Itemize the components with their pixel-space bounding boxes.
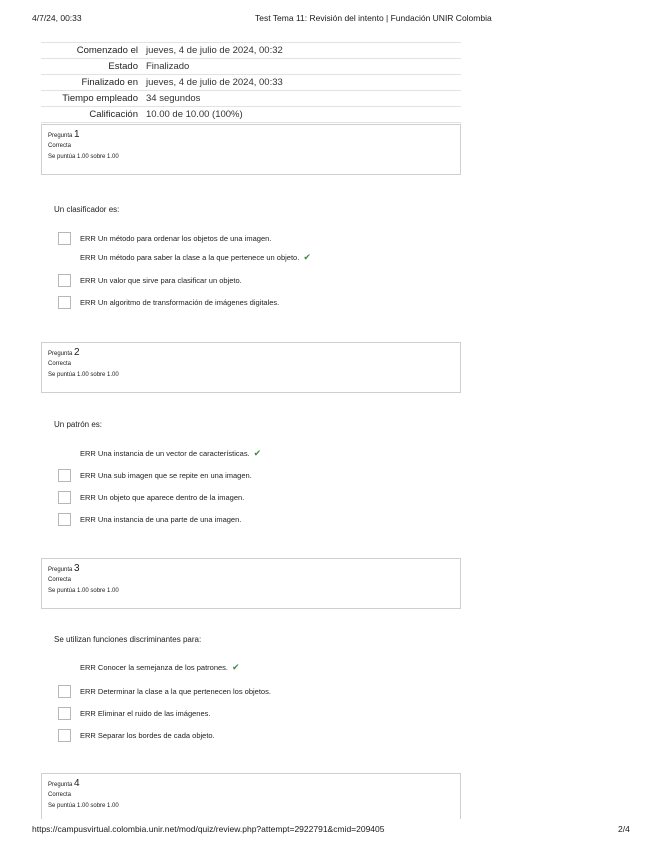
answer-checkbox[interactable] [58, 707, 71, 720]
answer-option[interactable] [58, 490, 244, 504]
answer-label: ERR Separar los bordes de cada objeto. [80, 730, 215, 740]
attempt-summary-table [41, 42, 461, 123]
question-grade: Se puntúa 1.00 sobre 1.00 [48, 372, 119, 378]
check-icon: ✔ [303, 251, 311, 262]
question-grade: Se puntúa 1.00 sobre 1.00 [48, 803, 119, 809]
answer-checkbox[interactable] [58, 491, 71, 504]
print-date: 4/7/24, 00:33 [32, 13, 82, 23]
page-number: 2/4 [618, 824, 630, 834]
answer-label: ERR Eliminar el ruido de las imágenes. [80, 708, 211, 718]
question-text: Un clasificador es: [54, 205, 120, 214]
summary-label: Tiempo empleado [41, 91, 146, 107]
answer-checkbox[interactable] [58, 685, 71, 698]
check-icon: ✔ [253, 447, 262, 458]
answer-label: ERR Un valor que sirve para clasificar un objeto. [80, 275, 242, 285]
answer-option[interactable] [58, 728, 215, 742]
answer-option[interactable] [58, 684, 271, 698]
answer-label: ERR Una instancia de un vector de características. [80, 448, 250, 458]
answer-checkbox[interactable] [58, 469, 71, 482]
question-state: Correcta [48, 577, 72, 583]
summary-row [41, 43, 461, 59]
answer-option-correct[interactable] [58, 446, 261, 460]
answer-checkbox[interactable] [58, 513, 71, 526]
answer-label: ERR Conocer la semejanza de los patrones. [80, 662, 228, 672]
answer-checkbox[interactable] [58, 729, 71, 742]
answer-checkbox[interactable] [58, 296, 71, 309]
answer-option-correct[interactable] [58, 250, 311, 264]
answer-label: ERR Una instancia de una parte de una imagen. [80, 514, 242, 524]
summary-row [41, 75, 461, 91]
question-text: Un patrón es: [54, 420, 103, 429]
question-number: Pregunta 2 [48, 347, 80, 358]
summary-label: Finalizado en [41, 75, 146, 91]
summary-value: 10.00 de 10.00 (100%) [146, 107, 461, 123]
question-grade: Se puntúa 1.00 sobre 1.00 [48, 154, 119, 160]
check-icon: ✔ [232, 661, 240, 672]
question-number: Pregunta 3 [48, 563, 80, 574]
summary-value: jueves, 4 de julio de 2024, 00:33 [146, 75, 461, 91]
answer-option[interactable] [58, 706, 210, 720]
answer-option-correct[interactable] [58, 660, 240, 674]
summary-label: Estado [41, 59, 146, 75]
summary-label: Calificación [41, 107, 146, 123]
question-text: Se utilizan funciones discriminantes para: [54, 635, 202, 644]
question-state: Correcta [48, 143, 72, 149]
question-number: Pregunta 1 [48, 129, 80, 140]
summary-row [41, 59, 461, 75]
question-grade: Se puntúa 1.00 sobre 1.00 [48, 588, 119, 594]
summary-row [41, 107, 461, 123]
answer-label: ERR Una sub imagen que se repite en una imagen. [80, 470, 252, 480]
question-state: Correcta [48, 792, 72, 798]
answer-option[interactable] [58, 231, 271, 245]
page-title: Test Tema 11: Revisión del intento | Fundación UNIR Colombia [255, 13, 492, 23]
summary-row [41, 91, 461, 107]
answer-label: ERR Un algoritmo de transformación de imágenes digitales. [80, 297, 280, 307]
question-number: Pregunta 4 [48, 778, 80, 789]
answer-option[interactable] [58, 295, 279, 309]
answer-checkbox[interactable] [58, 274, 71, 287]
answer-label: ERR Un método para saber la clase a la que pertenece un objeto. [80, 252, 300, 262]
answer-option[interactable] [58, 273, 242, 287]
question-info-2 [41, 342, 461, 393]
question-state: Correcta [48, 361, 72, 367]
summary-value: 34 segundos [146, 91, 461, 107]
summary-label: Comenzado el [41, 43, 146, 59]
summary-value: Finalizado [146, 59, 461, 75]
answer-checkbox[interactable] [58, 232, 71, 245]
question-info-3 [41, 558, 461, 609]
question-info-1 [41, 124, 461, 175]
summary-value: jueves, 4 de julio de 2024, 00:32 [146, 43, 461, 59]
answer-option[interactable] [58, 468, 252, 482]
question-info-4 [41, 773, 461, 819]
answer-label: ERR Un objeto que aparece dentro de la imagen. [80, 492, 245, 502]
answer-label: ERR Un método para ordenar los objetos de una imagen. [80, 233, 272, 243]
page-url: https://campusvirtual.colombia.unir.net/mod/quiz/review.php?attempt=2922791&cmid=209405 [32, 824, 385, 834]
answer-option[interactable] [58, 512, 241, 526]
answer-label: ERR Determinar la clase a la que pertenecen los objetos. [80, 686, 271, 696]
